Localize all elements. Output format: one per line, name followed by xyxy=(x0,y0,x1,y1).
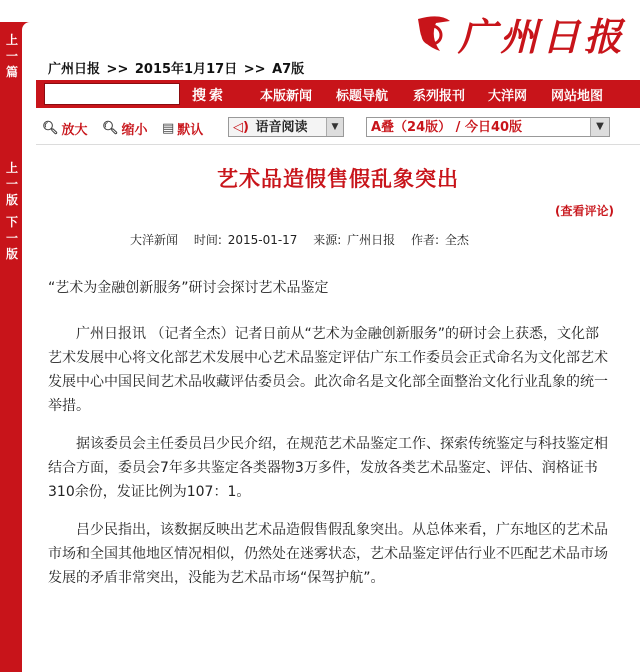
edition-select-value: A叠（24版） / 今日40版 xyxy=(371,120,523,135)
search-input[interactable] xyxy=(44,83,180,105)
meta-author: 作者: 全杰 xyxy=(410,233,469,247)
breadcrumb-paper[interactable]: 广州日报 xyxy=(48,62,101,77)
breadcrumb-separator: >> xyxy=(243,62,266,77)
page-header xyxy=(36,0,640,78)
prev-page-char: 上 xyxy=(5,161,18,175)
zoom-in-label: 放大 xyxy=(61,123,88,138)
logo-text: 广州日报 xyxy=(457,13,626,59)
newspaper-logo[interactable] xyxy=(410,8,626,58)
main-navbar xyxy=(36,80,640,108)
breadcrumb-separator: >> xyxy=(106,62,129,77)
prev-page-char: 版 xyxy=(5,193,18,207)
prev-article-button[interactable] xyxy=(0,32,23,80)
prev-article-char: 篇 xyxy=(5,65,18,79)
article-toolbar xyxy=(36,112,640,145)
default-size-label: 默认 xyxy=(177,123,204,138)
article-body xyxy=(48,276,612,590)
zoom-out-button[interactable] xyxy=(102,119,148,138)
speaker-icon: ◁) xyxy=(233,120,249,135)
meta-time: 时间: 2015-01-17 xyxy=(193,233,298,247)
article-paragraph: 广州日报讯 （记者全杰）记者日前从“艺术为金融创新服务”的研讨会上获悉，文化部艺术发展中心将文化部艺术发展中心艺术品鉴定评估广东工作委员会正式命名为文化部艺术发展中心中国民间艺术品收藏评估委员会。此次命名是文化部全面整治文化行业乱象的统一举措。 xyxy=(48,326,608,414)
breadcrumb-page[interactable]: A7版 xyxy=(272,62,305,77)
edition-select[interactable] xyxy=(366,117,610,137)
prev-article-char: 上 xyxy=(5,33,18,47)
chevron-down-icon: ▼ xyxy=(590,118,609,136)
document-icon: ▤ xyxy=(162,121,175,136)
voice-reader-label: 语音阅读 xyxy=(255,120,308,135)
breadcrumb xyxy=(48,58,306,77)
prev-page-char: 一 xyxy=(5,177,18,191)
logo-mark-icon xyxy=(410,11,454,55)
chevron-down-icon: ▼ xyxy=(326,118,343,136)
nav-link-page-news[interactable]: 本版新闻 xyxy=(260,89,313,104)
article-subtitle: “艺术为金融创新服务”研讨会探讨艺术品鉴定 xyxy=(48,280,329,296)
meta-site: 大洋新闻 xyxy=(130,233,179,247)
nav-link-headlines[interactable]: 标题导航 xyxy=(336,89,389,104)
next-page-char: 下 xyxy=(5,215,18,229)
next-page-button[interactable] xyxy=(0,214,23,262)
breadcrumb-date[interactable]: 2015年1月17日 xyxy=(134,62,238,77)
search-button[interactable]: 搜索 xyxy=(192,88,226,104)
nav-link-series[interactable]: 系列报刊 xyxy=(413,89,466,104)
next-page-char: 一 xyxy=(5,231,18,245)
article-meta xyxy=(130,231,479,248)
view-comments-link[interactable]: (查看评论) xyxy=(555,204,614,218)
zoom-out-label: 缩小 xyxy=(121,123,148,138)
side-navigation-notch xyxy=(22,22,36,672)
next-page-char: 版 xyxy=(5,247,18,261)
side-navigation xyxy=(0,22,36,672)
article-paragraph: 吕少民指出，该数据反映出艺术品造假售假乱象突出。从总体来看，广东地区的艺术品市场和全国其他地区情况相似，仍然处在迷雾状态，艺术品鉴定评估行业不匹配艺术品市场发展的矛盾非常突出，没能为艺术品市场“保驾护航”。 xyxy=(48,522,608,586)
nav-link-dayoo[interactable]: 大洋网 xyxy=(488,89,528,104)
default-size-button[interactable] xyxy=(162,119,203,138)
voice-reader-select[interactable] xyxy=(228,117,344,137)
article-paragraph: 据该委员会主任委员吕少民介绍，在规范艺术品鉴定工作、探索传统鉴定与科技鉴定相结合方面，委员会7年多共鉴定各类器物3万多件，发放各类艺术品鉴定、评估、润格证书310余份，发证比例为107：1。 xyxy=(48,436,608,500)
article-title: 艺术品造假售假乱象突出 xyxy=(217,167,459,191)
meta-source: 来源: 广州日报 xyxy=(313,233,396,247)
zoom-in-button[interactable] xyxy=(42,119,88,138)
nav-link-sitemap[interactable]: 网站地图 xyxy=(551,89,604,104)
prev-article-char: 一 xyxy=(5,49,18,63)
zoom-in-icon: 🔍︎ xyxy=(42,121,59,136)
prev-page-button[interactable] xyxy=(0,160,23,208)
zoom-out-icon: 🔍︎ xyxy=(102,121,119,136)
